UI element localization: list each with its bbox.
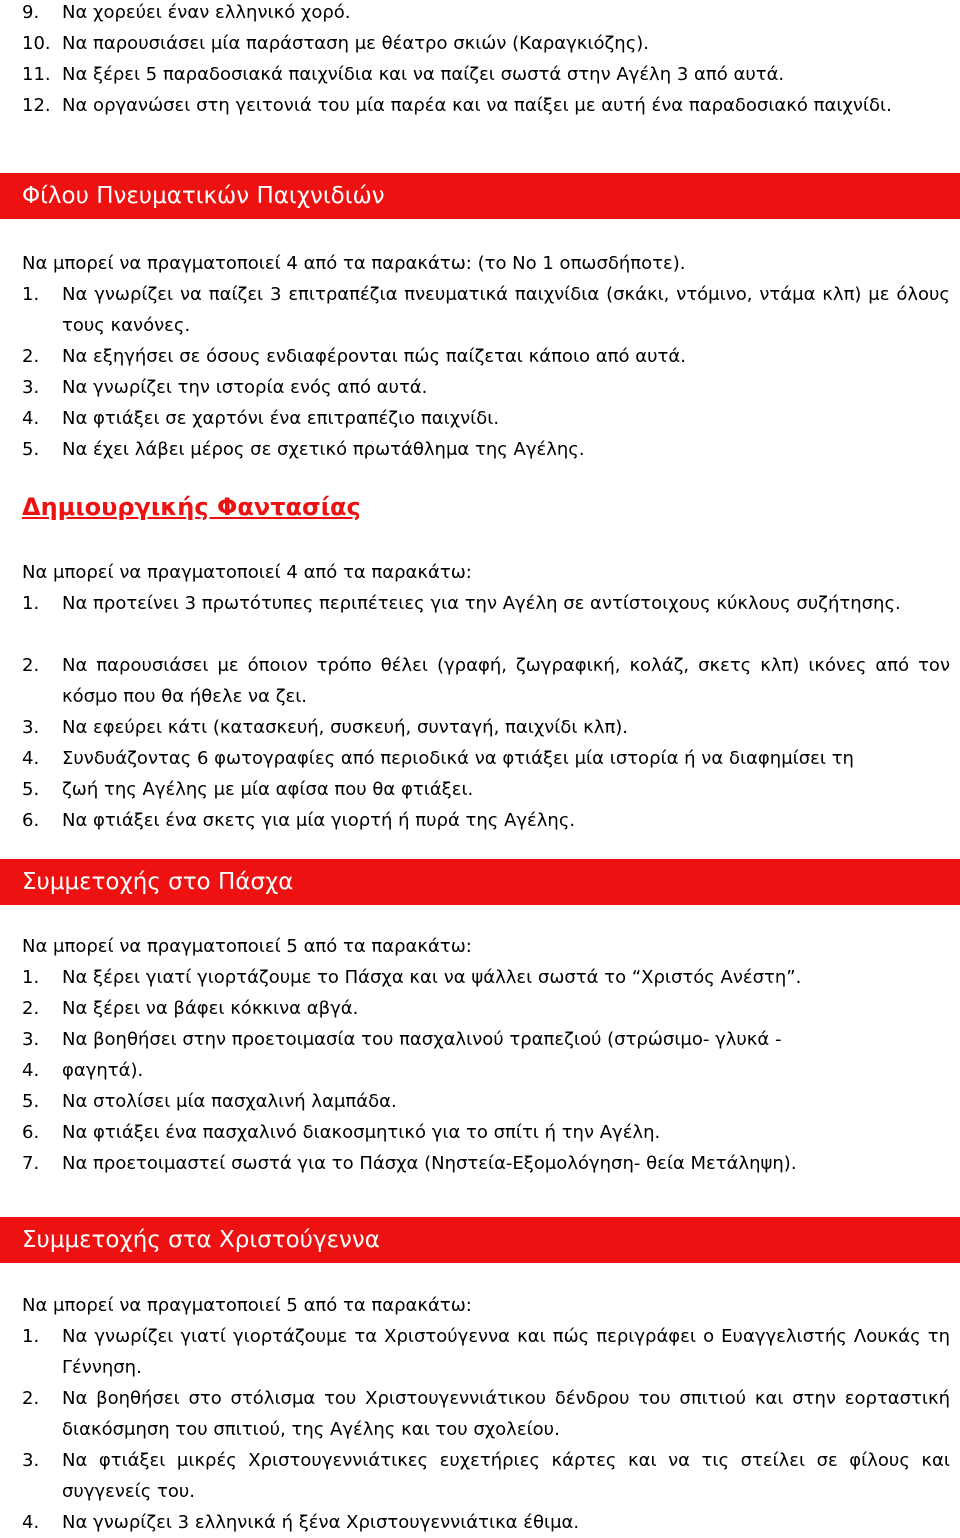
list-item: 1. Να ξέρει γιατί γιορτάζουμε το Πάσχα και να ψάλλει σωστά το “Χριστός Ανέστη”. bbox=[22, 967, 802, 988]
list-item: 2. Να ξέρει να βάφει κόκκινα αβγά. bbox=[22, 998, 359, 1019]
section-heading-creative: Δημιουργικής Φαντασίας bbox=[22, 493, 361, 521]
section-banner-easter bbox=[0, 859, 960, 905]
list-item: 4. φαγητά). bbox=[22, 1060, 144, 1081]
list-item: 3. Να βοηθήσει στην προετοιμασία του πασχαλινού τραπεζιού (στρώσιμο- γλυκά - bbox=[22, 1029, 782, 1050]
list-item: 12. Να οργανώσει στη γειτονιά του μία παρέα και να παίξει με αυτή ένα παραδοσιακό παιχνίδι. bbox=[22, 95, 892, 116]
list-item: 4. Συνδυάζοντας 6 φωτογραφίες από περιοδικά να φτιάξει μία ιστορία ή να διαφημίσει τη bbox=[22, 748, 854, 769]
list-item: 10. Να παρουσιάσει μία παράσταση με θέατρο σκιών (Καραγκιόζης). bbox=[22, 33, 650, 54]
list-item: 3. Να εφεύρει κάτι (κατασκευή, συσκευή, συνταγή, παιχνίδι κλπ). bbox=[22, 717, 629, 738]
list-item: 7. Να προετοιμαστεί σωστά για το Πάσχα (Νηστεία-Εξομολόγηση- θεία Μετάληψη). bbox=[22, 1153, 797, 1174]
section-intro: Να μπορεί να πραγματοποιεί 4 από τα παρακάτω: (το Νο 1 οπωσδήποτε). bbox=[22, 253, 686, 274]
list-item: 3. Να φτιάξει μικρές Χριστουγεννιάτικες ευχετήριες κάρτες και να τις στείλει σε φίλους και συγγενείς του. bbox=[22, 1450, 950, 1502]
section-title: Συμμετοχής στο Πάσχα bbox=[22, 869, 294, 895]
list-item: 5. Να στολίσει μία πασχαλινή λαμπάδα. bbox=[22, 1091, 397, 1112]
section-banner-christmas bbox=[0, 1217, 960, 1263]
list-item: 6. Να φτιάξει ένα σκετς για μία γιορτή ή πυρά της Αγέλης. bbox=[22, 810, 576, 831]
section-intro: Να μπορεί να πραγματοποιεί 5 από τα παρακάτω: bbox=[22, 1295, 472, 1316]
list-item: 5. ζωή της Αγέλης με μία αφίσα που θα φτιάξει. bbox=[22, 779, 474, 800]
list-item: 6. Να φτιάξει ένα πασχαλινό διακοσμητικό για το σπίτι ή την Αγέλη. bbox=[22, 1122, 661, 1143]
section-intro: Να μπορεί να πραγματοποιεί 5 από τα παρακάτω: bbox=[22, 936, 472, 957]
section-intro: Να μπορεί να πραγματοποιεί 4 από τα παρακάτω: bbox=[22, 562, 472, 583]
list-item: 1. Να γνωρίζει να παίζει 3 επιτραπέζια πνευματικά παιχνίδια (σκάκι, ντόμινο, ντάμα κλπ) με όλους τους κανόνες. bbox=[22, 284, 950, 336]
section-title: Συμμετοχής στα Χριστούγεννα bbox=[22, 1227, 380, 1253]
list-item: 11. Να ξέρει 5 παραδοσιακά παιχνίδια και να παίζει σωστά στην Αγέλη 3 από αυτά. bbox=[22, 64, 785, 85]
list-item: 5. Να έχει λάβει μέρος σε σχετικό πρωτάθλημα της Αγέλης. bbox=[22, 439, 585, 460]
list-item: 3. Να γνωρίζει την ιστορία ενός από αυτά. bbox=[22, 377, 428, 398]
list-item: 1. Να προτείνει 3 πρωτότυπες περιπέτειες για την Αγέλη σε αντίστοιχους κύκλους συζήτησης. bbox=[22, 593, 901, 614]
list-item: 4. Να φτιάξει σε χαρτόνι ένα επιτραπέζιο παιχνίδι. bbox=[22, 408, 500, 429]
list-item: 2. Να παρουσιάσει με όποιον τρόπο θέλει (γραφή, ζωγραφική, κολάζ, σκετς κλπ) ικόνες από τον κόσμο που θα ήθελε να ζει. bbox=[22, 655, 950, 707]
section-title: Φίλου Πνευματικών Παιχνιδιών bbox=[22, 183, 385, 209]
list-item: 4. Να γνωρίζει 3 ελληνικά ή ξένα Χριστουγεννιάτικα έθιμα. bbox=[22, 1512, 580, 1533]
list-item: 2. Να βοηθήσει στο στόλισμα του Χριστουγεννιάτικου δένδρου του σπιτιού και στην εορταστική διακόσμηση του σπιτιού, της Αγέλης και του σχολείου. bbox=[22, 1388, 950, 1440]
list-item: 9. Να χορεύει έναν ελληνικό χορό. bbox=[22, 2, 351, 23]
list-item: 2. Να εξηγήσει σε όσους ενδιαφέρονται πώς παίζεται κάποιο από αυτά. bbox=[22, 346, 686, 367]
section-banner-board-games bbox=[0, 173, 960, 219]
list-item: 1. Να γνωρίζει γιατί γιορτάζουμε τα Χριστούγεννα και πώς περιγράφει ο Ευαγγελιστής Λουκάς τη Γέννηση. bbox=[22, 1326, 950, 1378]
